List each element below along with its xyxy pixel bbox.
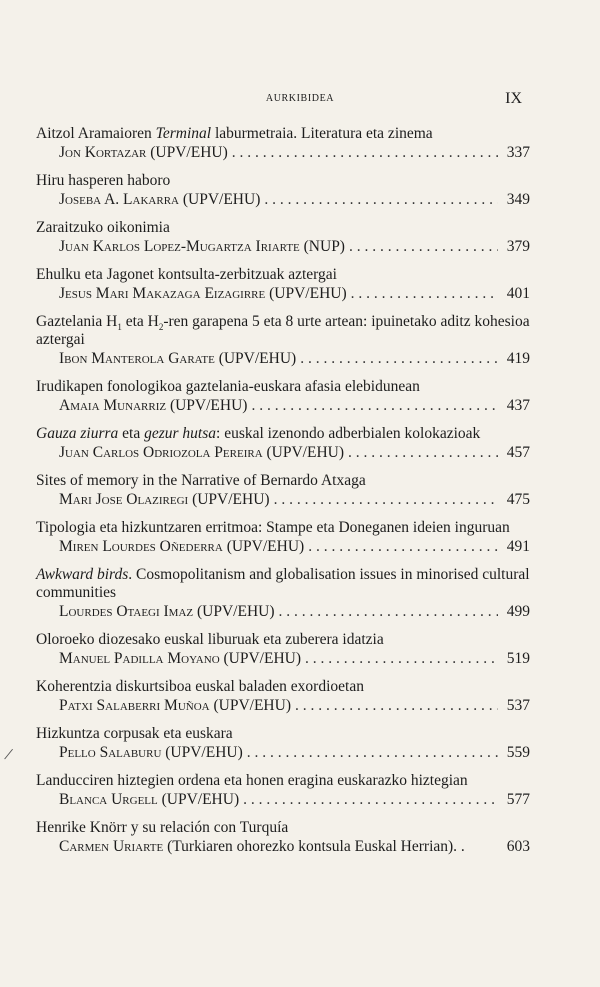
leader-dots bbox=[308, 537, 498, 557]
entry-author: Jon Kortazar (UPV/EHU) bbox=[59, 144, 228, 161]
leader-dots bbox=[264, 190, 498, 210]
entry-author: Manuel Padilla Moyano (UPV/EHU) bbox=[59, 650, 302, 667]
leader-dots bbox=[351, 284, 498, 304]
entry-author-line bbox=[59, 837, 530, 857]
entry-page-number: 577 bbox=[506, 791, 530, 808]
toc-entry bbox=[36, 772, 530, 810]
leader-dots bbox=[349, 237, 498, 257]
leader-dots bbox=[232, 143, 498, 163]
entry-author: Juan Karlos Lopez-Mugartza Iriarte (NUP) bbox=[59, 238, 345, 255]
entry-author-line bbox=[59, 602, 530, 622]
entry-title: Landucciren hiztegien ordena eta honen eragina euskarazko hiztegian bbox=[36, 772, 468, 789]
toc-entry bbox=[36, 125, 530, 163]
entry-author: Blanca Urgell (UPV/EHU) bbox=[59, 791, 240, 808]
entry-author: Juan Carlos Odriozola Pereira (UPV/EHU) bbox=[59, 444, 345, 461]
entry-title: Irudikapen fonologikoa gaztelania-euskara afasia elebidunean bbox=[36, 378, 420, 395]
entry-author-line bbox=[59, 396, 530, 416]
leader-dots bbox=[305, 649, 498, 669]
leader-dots bbox=[251, 396, 498, 416]
toc-entry bbox=[36, 425, 530, 463]
entry-title: Gauza ziurra eta gezur hutsa: euskal izenondo adberbialen kolokazioak bbox=[36, 425, 481, 442]
entry-author-line bbox=[59, 237, 530, 257]
toc-entry bbox=[36, 678, 530, 716]
entry-title: Aitzol Aramaioren Terminal laburmetraia. Literatura eta zinema bbox=[36, 125, 433, 142]
toc-entry bbox=[36, 631, 530, 669]
entry-author: Joseba A. Lakarra (UPV/EHU) bbox=[59, 191, 261, 208]
toc-entry bbox=[36, 219, 530, 257]
page-number: IX bbox=[505, 90, 522, 107]
running-title: AURKIBIDEA bbox=[265, 93, 335, 104]
toc-entry bbox=[36, 378, 530, 416]
entry-page-number: 491 bbox=[506, 538, 530, 555]
entry-title: Hiru hasperen haboro bbox=[36, 172, 171, 189]
entry-author-line bbox=[59, 490, 530, 510]
entry-page-number: 559 bbox=[506, 744, 530, 761]
entry-page-number: 379 bbox=[506, 238, 530, 255]
entry-author: Carmen Uriarte (Turkiaren ohorezko kontsula Euskal Herrian). . bbox=[59, 838, 465, 855]
entry-author: Miren Lourdes Oñederra (UPV/EHU) bbox=[59, 538, 305, 555]
entry-author-line bbox=[59, 143, 530, 163]
entry-author: Jesus Mari Makazaga Eizagirre (UPV/EHU) bbox=[59, 285, 347, 302]
leader-dots bbox=[247, 743, 498, 763]
toc-entry bbox=[36, 472, 530, 510]
entry-page-number: 419 bbox=[506, 350, 530, 367]
entry-author: Amaia Munarriz (UPV/EHU) bbox=[59, 397, 248, 414]
entry-author-line bbox=[59, 443, 530, 463]
entry-page-number: 457 bbox=[506, 444, 530, 461]
entry-author-line bbox=[59, 284, 530, 304]
entry-page-number: 349 bbox=[506, 191, 530, 208]
leader-dots bbox=[300, 349, 498, 369]
entry-page-number: 537 bbox=[506, 697, 530, 714]
entry-title: Tipologia eta hizkuntzaren erritmoa: Stampe eta Doneganen ideien inguruan bbox=[36, 519, 510, 536]
entry-title: Zaraitzuko oikonimia bbox=[36, 219, 170, 236]
entry-author-line bbox=[59, 190, 530, 210]
entry-author: Patxi Salaberri Muñoa (UPV/EHU) bbox=[59, 697, 291, 714]
entry-title: Koherentzia diskurtsiboa euskal baladen exordioetan bbox=[36, 678, 364, 695]
entry-author: Ibon Manterola Garate (UPV/EHU) bbox=[59, 350, 297, 367]
entry-author-line bbox=[59, 790, 530, 810]
toc-entry bbox=[36, 266, 530, 304]
leader-dots bbox=[295, 696, 498, 716]
entry-page-number: 401 bbox=[506, 285, 530, 302]
leader-dots bbox=[279, 602, 498, 622]
entry-author-line bbox=[59, 696, 530, 716]
entry-title: Henrike Knörr y su relación con Turquía bbox=[36, 819, 289, 836]
entry-title: Awkward birds. Cosmopolitanism and globalisation issues in minorised cultural communities bbox=[36, 566, 530, 601]
toc-entry bbox=[36, 519, 530, 557]
toc-entry bbox=[36, 819, 530, 857]
toc-entry bbox=[36, 172, 530, 210]
entry-page-number: 475 bbox=[506, 491, 530, 508]
entry-page-number: 499 bbox=[506, 603, 530, 620]
toc-entry bbox=[36, 566, 530, 622]
entry-author: Mari Jose Olaziregi (UPV/EHU) bbox=[59, 491, 270, 508]
entry-page-number: 337 bbox=[506, 144, 530, 161]
entry-title: Ehulku eta Jagonet kontsulta-zerbitzuak aztergai bbox=[36, 266, 337, 283]
entry-author-line bbox=[59, 349, 530, 369]
toc-entry bbox=[36, 725, 530, 763]
entry-author-line bbox=[59, 743, 530, 763]
entry-author: Pello Salaburu (UPV/EHU) bbox=[59, 744, 243, 761]
running-header bbox=[0, 90, 600, 110]
leader-dots bbox=[274, 490, 498, 510]
entry-author-line bbox=[59, 537, 530, 557]
leader-dots bbox=[243, 790, 498, 810]
entry-title: Sites of memory in the Narrative of Bernardo Atxaga bbox=[36, 472, 366, 489]
toc-entry bbox=[36, 313, 530, 369]
entry-page-number: 519 bbox=[506, 650, 530, 667]
entry-page-number: 603 bbox=[506, 838, 530, 855]
entry-author-line bbox=[59, 649, 530, 669]
leader-dots bbox=[348, 443, 498, 463]
entry-title: Gaztelania $H_1$ eta $H_2$-ren garapena 5 eta 8 urte artean: ipuinetako aditz kohesioa aztergai bbox=[36, 313, 530, 348]
table-of-contents bbox=[36, 125, 530, 866]
entry-author: Lourdes Otaegi Imaz (UPV/EHU) bbox=[59, 603, 275, 620]
entry-page-number: 437 bbox=[506, 397, 530, 414]
entry-title: Hizkuntza corpusak eta euskara bbox=[36, 725, 233, 742]
pen-mark-icon: / bbox=[2, 743, 15, 765]
entry-title: Oloroeko diozesako euskal liburuak eta zuberera idatzia bbox=[36, 631, 384, 648]
